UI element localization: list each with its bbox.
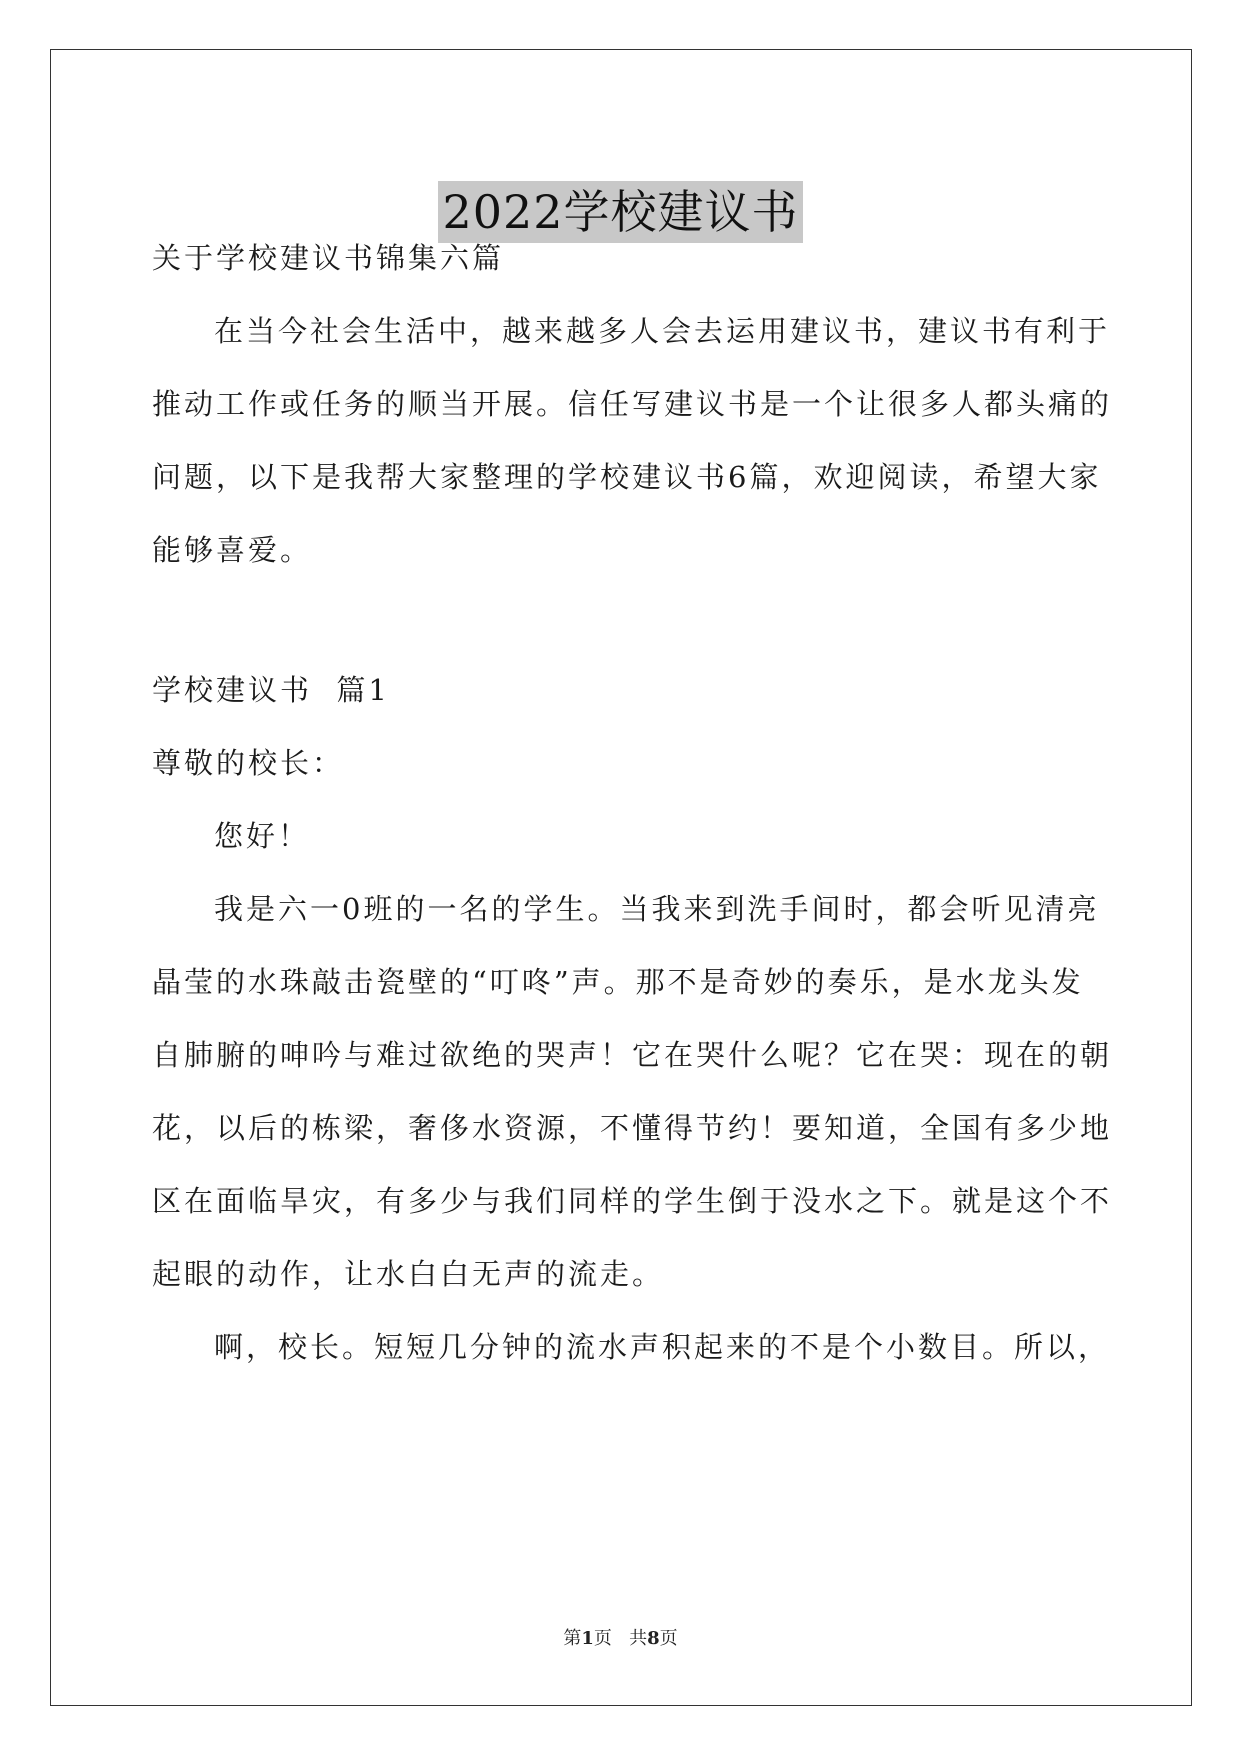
intro-line-4: 能够喜爱。: [152, 533, 313, 567]
body-line-1: 我是六一0班的一名的学生。当我来到洗手间时，都会听见清亮: [214, 892, 1100, 926]
body-line-5: 区在面临旱灾，有多少与我们同样的学生倒于没水之下。就是这个不: [152, 1184, 1113, 1218]
footer-page-number: 1: [581, 1628, 594, 1649]
document-title: 2022学校建议书: [438, 181, 802, 243]
footer-middle: 页 共: [593, 1628, 648, 1649]
greeting: 您好！: [214, 819, 311, 853]
body-line-2: 晶莹的水珠敲击瓷壁的“叮咚”声。那不是奇妙的奏乐，是水龙头发: [152, 965, 1084, 999]
body-line-3: 自肺腑的呻吟与难过欲绝的哭声！它在哭什么呢？它在哭：现在的朝: [152, 1038, 1113, 1072]
page-footer: [0, 1627, 1241, 1651]
body-line-6: 起眼的动作，让水白白无声的流走。: [152, 1257, 665, 1291]
intro-line-1: 在当今社会生活中，越来越多人会去运用建议书，建议书有利于: [214, 314, 1111, 348]
body-line-7: 啊，校长。短短几分钟的流水声积起来的不是个小数目。所以，: [214, 1330, 1111, 1364]
footer-prefix: 第: [563, 1628, 582, 1649]
body-line-4: 花，以后的栋梁，奢侈水资源，不懂得节约！要知道，全国有多少地: [152, 1111, 1113, 1145]
intro-line-2: 推动工作或任务的顺当开展。信任写建议书是一个让很多人都头痛的: [152, 387, 1113, 421]
page-frame: [50, 49, 1192, 1706]
section-heading: 学校建议书 篇1: [152, 673, 390, 707]
footer-suffix: 页: [659, 1628, 678, 1649]
footer-total-pages: 8: [647, 1628, 660, 1649]
salutation: 尊敬的校长：: [152, 746, 345, 780]
document-subtitle: 关于学校建议书锦集六篇: [152, 241, 505, 275]
intro-line-3: 问题，以下是我帮大家整理的学校建议书6篇，欢迎阅读，希望大家: [152, 460, 1102, 494]
